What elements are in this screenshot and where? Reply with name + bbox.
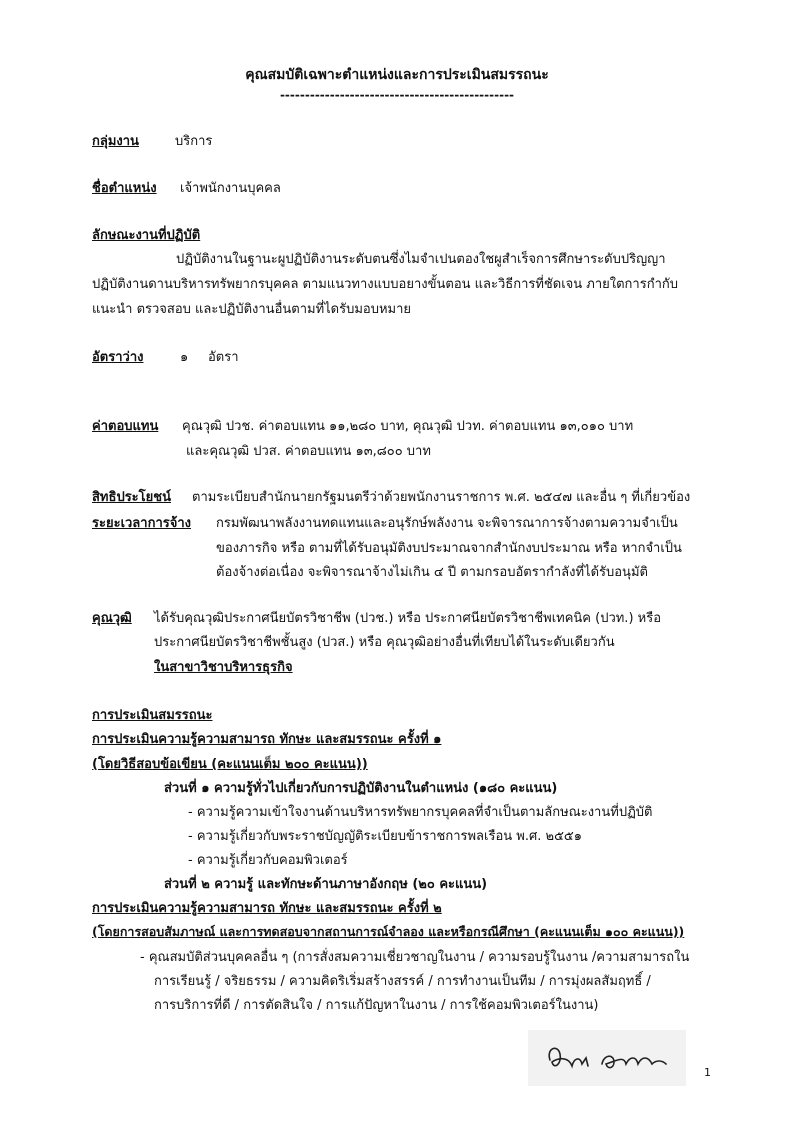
round1-method: (โดยวิธีสอบข้อเขียน (คะแนนเต็ม ๒๐๐ คะแนน)): [92, 757, 368, 772]
benefits-value: ตามระเบียบสำนักนายกรัฐมนตรีว่าด้วยพนักงานราชการ พ.ศ. ๒๕๔๗ และอื่น ๆ ที่เกี่ยวข้อง: [192, 490, 691, 505]
employment-period-line-2: ของภารกิจ หรือ ตามที่ได้รับอนุมัติงบประมาณจากสำนักงบประมาณ หรือ หากจำเป็น: [216, 541, 682, 556]
round2-heading: การประเมินความรู้ความสามารถ ทักษะ และสมรรถนะ ครั้งที่ ๒: [92, 901, 442, 916]
vacancy-label: อัตราว่าง: [92, 350, 144, 365]
qualification-line-2: ประกาศนียบัตรวิชาชีพชั้นสูง (ปวส.) หรือ คุณวุฒิอย่างอื่นที่เทียบได้ในระดับเดียวกัน: [154, 635, 615, 650]
page-title: คุณสมบัติเฉพาะตำแหน่งและการประเมินสมรรถนะ: [245, 67, 549, 83]
part2-heading: ส่วนที่ ๒ ความรู้ และทักษะด้านภาษาอังกฤษ (๒๐ คะแนน): [164, 877, 488, 892]
page-number: 1: [704, 1066, 711, 1079]
qualification-line-1: ได้รับคุณวุฒิประกาศนียบัตรวิชาชีพ (ปวช.) หรือ ประกาศนียบัตรวิชาชีพเทคนิค (ปวท.) หรือ: [154, 611, 662, 626]
group-value: บริการ: [175, 134, 213, 149]
compensation-line-1: คุณวุฒิ ปวช. ค่าตอบแทน ๑๑,๒๘๐ บาท, คุณวุฒิ ปวท. ค่าตอบแทน ๑๓,๐๑๐ บาท: [182, 419, 634, 434]
signature-scribble: [528, 1030, 686, 1086]
round2-line-1: - คุณสมบัติส่วนบุคคลอื่น ๆ (การสั่งสมความเชี่ยวชาญในงาน / ความรอบรู้ในงาน /ความสามารถใน: [140, 950, 690, 965]
job-nature-line-1: ปฏิบัติงานในฐานะผูปฏิบัติงานระดับตนซึ่งไมจำเปนตองใชผูสำเร็จการศึกษาระดับปริญญา: [176, 252, 666, 267]
qualification-line-3: ในสาขาวิชาบริหารธุรกิจ: [154, 660, 293, 675]
part1-heading: ส่วนที่ ๑ ความรู้ทั่วไปเกี่ยวกับการปฏิบัติงานในตำแหน่ง (๑๘๐ คะแนน): [164, 781, 558, 796]
position-label: ชื่อตำแหน่ง: [92, 181, 157, 196]
qualification-label: คุณวุฒิ: [92, 611, 132, 626]
job-nature-line-2: ปฏิบัติงานดานบริหารทรัพยากรบุคคล ตามแนวทางแบบอยางขั้นตอน และวิธีการที่ชัดเจน ภายใตการกำกับ: [92, 277, 679, 292]
part1-item-2: - ความรู้เกี่ยวกับพระราชบัญญัติระเบียบข้าราชการพลเรือน พ.ศ. ๒๕๕๑: [188, 829, 582, 844]
vacancy-unit: อัตรา: [208, 350, 239, 365]
part1-item-1: - ความรู้ความเข้าใจงานด้านบริหารทรัพยากรบุคคลที่จำเป็นตามลักษณะงานที่ปฏิบัติ: [188, 805, 653, 820]
job-nature-label: ลักษณะงานที่ปฏิบัติ: [92, 228, 201, 243]
vacancy-count: ๑: [180, 350, 189, 365]
round2-method: (โดยการสอบสัมภาษณ์ และการทดสอบจากสถานการณ์จำลอง และหรือกรณีศึกษา (คะแนนเต็ม ๑๐๐ คะแนน)): [92, 924, 685, 939]
employment-period-label: ระยะเวลาการจ้าง: [92, 516, 191, 531]
group-label: กลุ่มงาน: [92, 134, 139, 149]
employment-period-line-1: กรมพัฒนาพลังงานทดแทนและอนุรักษ์พลังงาน จะพิจารณาการจ้างตามความจำเป็น: [216, 516, 678, 531]
signature: [528, 1030, 686, 1086]
title-rule: -----------------------------------------------: [279, 88, 515, 102]
round1-heading: การประเมินความรู้ความสามารถ ทักษะ และสมรรถนะ ครั้งที่ ๑: [92, 732, 442, 747]
compensation-line-2: และคุณวุฒิ ปวส. ค่าตอบแทน ๑๓,๘๐๐ บาท: [186, 444, 431, 459]
assessment-heading: การประเมินสมรรถนะ: [92, 708, 213, 723]
job-nature-line-3: แนะนำ ตรวจสอบ และปฏิบัติงานอื่นตามที่ไดรับมอบหมาย: [92, 302, 412, 317]
benefits-label: สิทธิประโยชน์: [92, 490, 171, 505]
round2-line-3: การบริการที่ดี / การตัดสินใจ / การแก้ปัญหาในงาน / การใช้คอมพิวเตอร์ในงาน): [154, 998, 599, 1013]
position-value: เจ้าพนักงานบุคคล: [180, 181, 281, 196]
part1-item-3: - ความรู้เกี่ยวกับคอมพิวเตอร์: [188, 853, 348, 868]
employment-period-line-3: ต้องจ้างต่อเนื่อง จะพิจารณาจ้างไม่เกิน ๔ ปี ตามกรอบอัตรากำลังที่ได้รับอนุมัติ: [216, 565, 648, 580]
round2-line-2: การเรียนรู้ / จริยธรรม / ความคิดริเริ่มสร้างสรรค์ / การทำงานเป็นทีม / การมุ่งผลสัมฤทธิ์ /: [154, 974, 651, 989]
compensation-label: ค่าตอบแทน: [92, 419, 159, 434]
